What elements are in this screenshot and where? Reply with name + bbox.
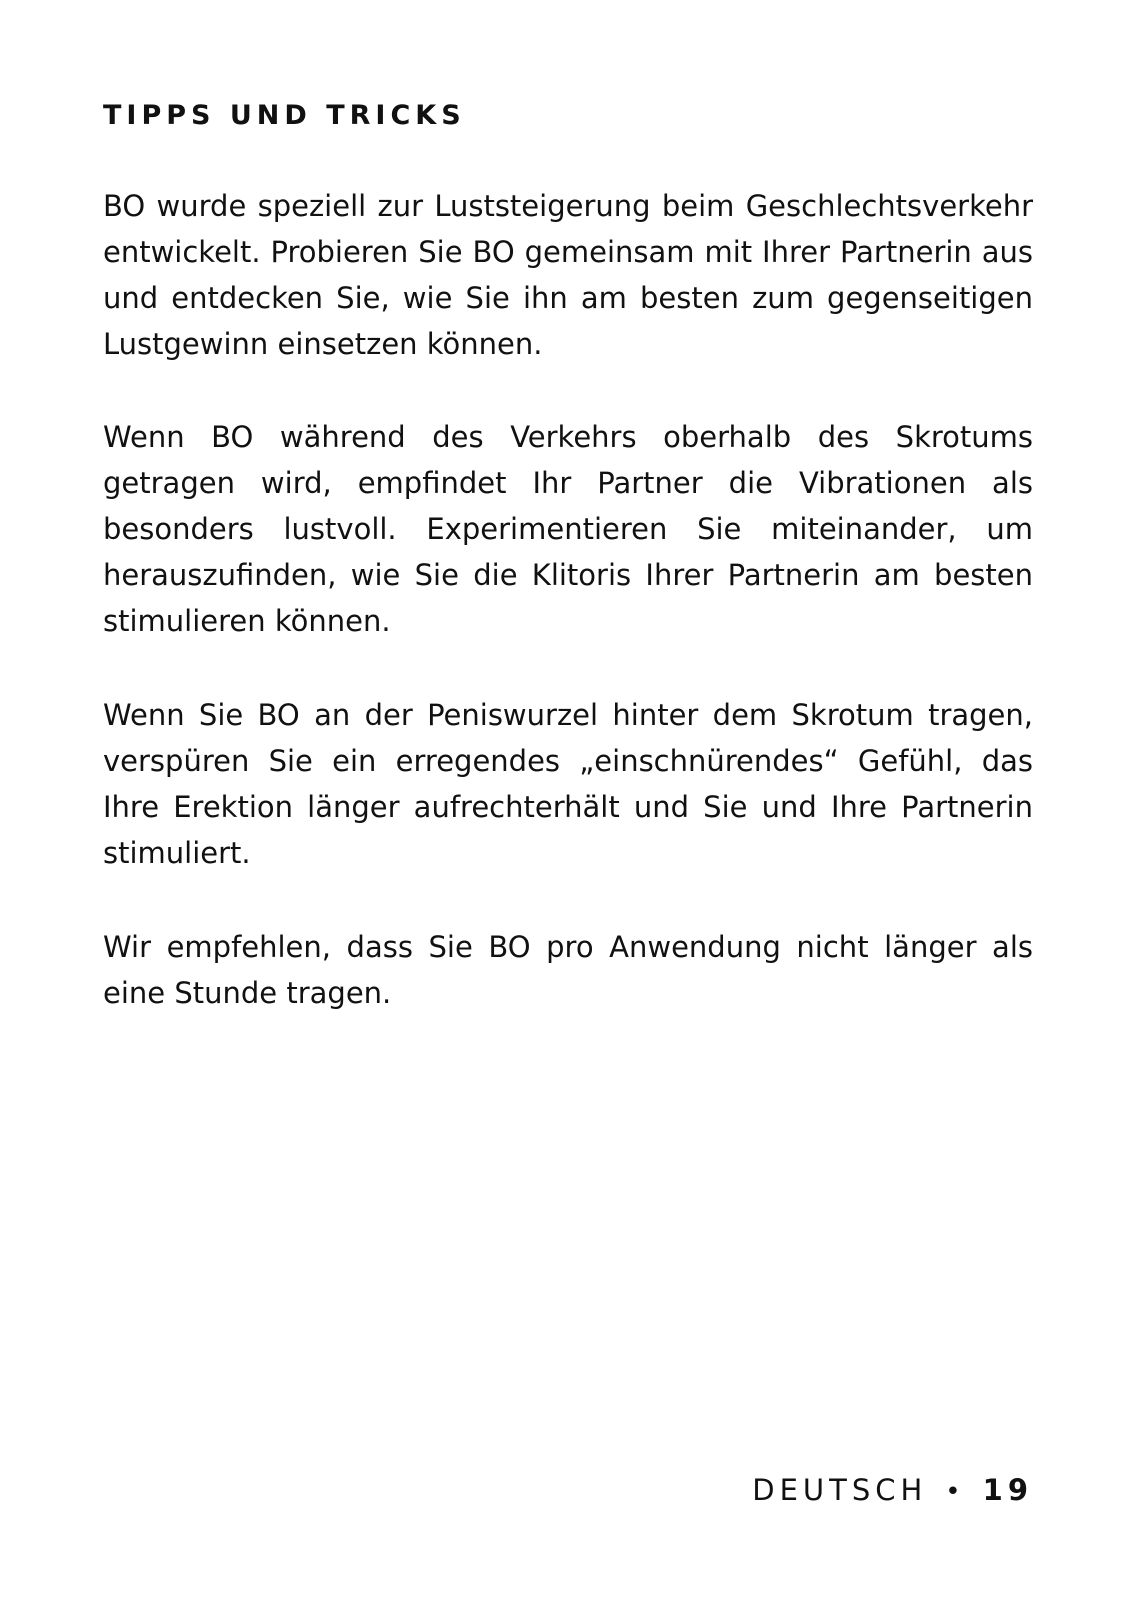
paragraph-intro: BO wurde speziell zur Luststeigerung beim Geschlechtsverkehr entwickelt. Probieren Sie BO gemeinsam mit Ihrer Partnerin aus und entdecken Sie, wie Sie ihn am besten zum gegenseitigen Lustgewinn einsetzen können. (103, 189, 1033, 361)
page-footer (752, 1470, 1033, 1512)
paragraph-usage-duration: Wir empfehlen, dass Sie BO pro Anwendung nicht länger als eine Stunde tragen. (103, 930, 1033, 1010)
footer-language: DEUTSCH (752, 1473, 928, 1507)
section-heading: TIPPS UND TRICKS (103, 100, 466, 131)
page-number: 19 (982, 1473, 1033, 1507)
bullet-separator: • (945, 1477, 961, 1507)
paragraph-above-scrotum: Wenn BO während des Verkehrs oberhalb des Skrotums getragen wird, empfindet Ihr Partner die Vibrationen als besonders lustvoll. Experimentieren Sie miteinander, um herauszufinden, wie Sie die Klitoris Ihrer Partnerin am besten stimulieren können. (103, 420, 1033, 638)
paragraph-penis-base: Wenn Sie BO an der Peniswurzel hinter dem Skrotum tragen, verspüren Sie ein erregendes „einschnürendes“ Gefühl, das Ihre Erektion länger aufrechterhält und Sie und Ihre Partnerin stimuliert. (103, 698, 1033, 870)
